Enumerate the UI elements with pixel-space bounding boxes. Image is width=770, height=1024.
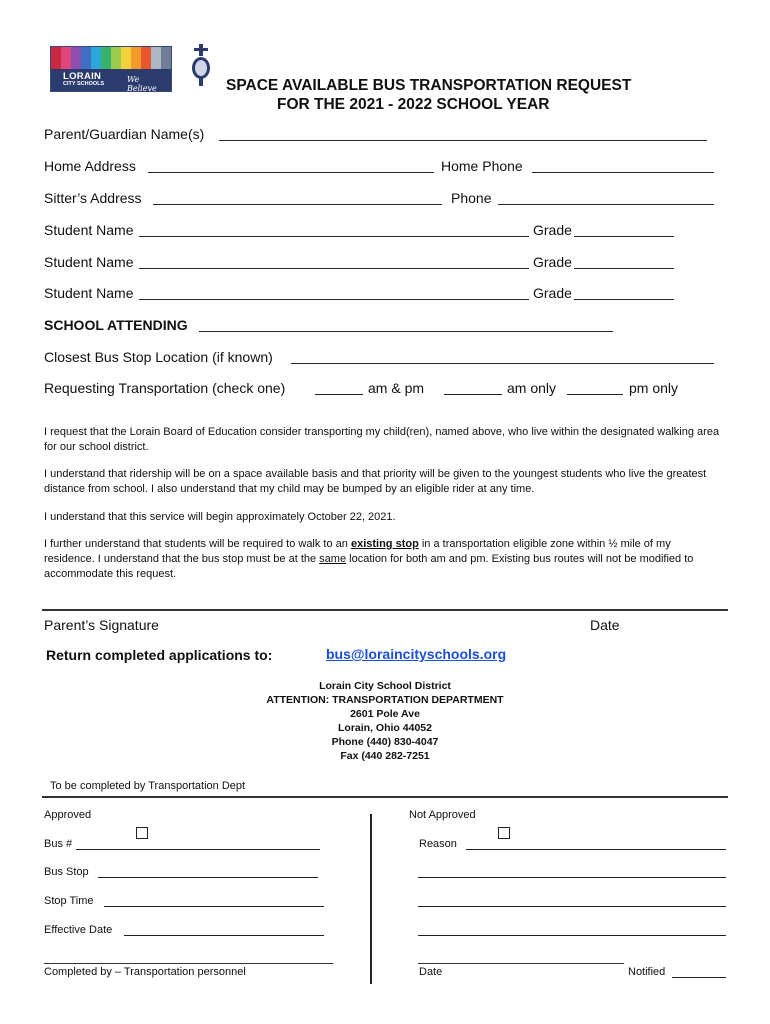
- logo-stripe: [71, 47, 81, 69]
- student-name-field[interactable]: [139, 254, 529, 269]
- effective-date-label: Effective Date: [44, 924, 113, 936]
- office-use-rule: [42, 796, 728, 798]
- parent-name-label: Parent/Guardian Name(s): [44, 126, 205, 142]
- school-attending-field[interactable]: [199, 317, 613, 332]
- district-logo: [50, 46, 172, 92]
- effective-date-field[interactable]: [124, 924, 324, 936]
- grade-field[interactable]: [574, 285, 674, 300]
- reason-field[interactable]: [466, 838, 726, 850]
- grade-label: Grade: [533, 285, 572, 301]
- logo-subtitle: CITY SCHOOLS: [63, 81, 105, 87]
- completed-by-line[interactable]: [44, 963, 333, 964]
- logo-stripe: [91, 47, 101, 69]
- school-attending-label: SCHOOL ATTENDING: [44, 317, 188, 333]
- student-name-field[interactable]: [139, 285, 529, 300]
- bus-number-label: Bus #: [44, 838, 73, 850]
- grade-field[interactable]: [574, 222, 674, 237]
- grade-field[interactable]: [574, 254, 674, 269]
- form-title-line2: FOR THE 2021 - 2022 SCHOOL YEAR: [277, 96, 550, 113]
- parent-signature-label: Parent’s Signature: [44, 617, 159, 633]
- logo-banner: [51, 69, 171, 91]
- address-line: 2601 Pole Ave: [350, 708, 420, 720]
- grade-label: Grade: [533, 254, 572, 270]
- stop-time-field[interactable]: [104, 895, 324, 907]
- logo-color-stripes: [51, 47, 171, 69]
- logo-stripe: [121, 47, 131, 69]
- home-address-label: Home Address: [44, 158, 136, 174]
- sitter-address-field[interactable]: [153, 190, 442, 205]
- home-phone-field[interactable]: [532, 158, 714, 173]
- student-name-field[interactable]: [139, 222, 529, 237]
- pm-only-option-label: pm only: [629, 380, 679, 396]
- address-line: Phone (440) 830-4047: [331, 736, 439, 748]
- logo-stripe: [131, 47, 141, 69]
- paragraph-walk-requirement: [44, 537, 724, 582]
- student-name-label: Student Name: [44, 222, 134, 238]
- existing-stop-emphasis: existing stop: [350, 538, 419, 550]
- logo-stripe: [51, 47, 61, 69]
- district-address-block: [200, 679, 570, 763]
- reason-field-line4[interactable]: [418, 924, 726, 936]
- closest-bus-stop-field[interactable]: [291, 349, 714, 364]
- bus-stop-field[interactable]: [98, 866, 318, 878]
- return-label: Return completed applications to:: [46, 647, 273, 663]
- reason-label: Reason: [419, 838, 457, 850]
- same-emphasis: same: [319, 553, 347, 565]
- completed-by-label: Completed by – Transportation personnel: [44, 966, 246, 978]
- logo-motto: We Believe: [127, 75, 157, 92]
- closest-bus-stop-label: Closest Bus Stop Location (if known): [44, 349, 273, 365]
- office-use-header: To be completed by Transportation Dept: [50, 780, 246, 792]
- student-name-label: Student Name: [44, 254, 134, 270]
- am-pm-check-field[interactable]: [315, 380, 363, 395]
- reason-field-line2[interactable]: [418, 866, 726, 878]
- am-pm-option-label: am & pm: [368, 380, 425, 396]
- logo-stripe: [151, 47, 161, 69]
- paragraph-request: I request that the Lorain Board of Education consider transporting my child(ren), named above, who live within the designated walking area for our school district.: [44, 426, 720, 453]
- requesting-transportation-label: Requesting Transportation (check one): [44, 380, 286, 396]
- reason-field-line3[interactable]: [418, 895, 726, 907]
- logo-stripe: [101, 47, 111, 69]
- logo-stripe: [161, 47, 171, 69]
- logo-stripe: [111, 47, 121, 69]
- signature-line[interactable]: [42, 609, 728, 611]
- address-line: Fax (440 282-7251: [340, 750, 430, 762]
- sitter-phone-field[interactable]: [498, 190, 714, 205]
- sitter-address-label: Sitter’s Address: [44, 190, 142, 206]
- home-address-field[interactable]: [148, 158, 434, 173]
- stop-time-label: Stop Time: [44, 895, 94, 907]
- student-name-label: Student Name: [44, 285, 134, 301]
- form-title-line1: SPACE AVAILABLE BUS TRANSPORTATION REQUEST: [226, 77, 632, 94]
- address-line: Lorain, Ohio 44052: [338, 722, 432, 734]
- signature-date-label: Date: [590, 617, 620, 633]
- not-approved-label: Not Approved: [409, 809, 476, 821]
- logo-stripe: [141, 47, 151, 69]
- paragraph-start-date: I understand that this service will begin approximately October 22, 2021.: [44, 511, 396, 523]
- logo-stripe: [61, 47, 71, 69]
- notified-label: Notified: [628, 966, 666, 978]
- office-date-label: Date: [419, 966, 443, 978]
- logo-stripe: [81, 47, 91, 69]
- paragraph-ridership: I understand that ridership will be on a space available basis and that priority will be given to the youngest students who live the greatest distance from school. I also understand that my child may be bumped by an eligible rider at any time.: [44, 468, 707, 495]
- bus-number-field[interactable]: [76, 838, 320, 850]
- address-line: ATTENTION: TRANSPORTATION DEPARTMENT: [266, 694, 504, 706]
- return-email-link[interactable]: bus@loraincityschools.org: [326, 646, 507, 662]
- walk-text-c: location for both am and pm. Existing bus routes will not be modified to accommodate this request.: [44, 553, 694, 580]
- am-only-check-field[interactable]: [444, 380, 502, 395]
- notified-field[interactable]: [672, 966, 726, 978]
- office-date-line[interactable]: [418, 963, 624, 964]
- walk-text-b: in a transportation eligible zone within ½ mile of my residence. I understand that the bus stop must be at the: [44, 538, 671, 565]
- grade-label: Grade: [533, 222, 572, 238]
- crest-icon: [190, 44, 212, 88]
- home-phone-label: Home Phone: [441, 158, 523, 174]
- pm-only-check-field[interactable]: [567, 380, 623, 395]
- logo-name: LORAIN: [63, 71, 102, 82]
- parent-name-field[interactable]: [219, 126, 707, 141]
- sitter-phone-label: Phone: [451, 190, 492, 206]
- address-line: Lorain City School District: [319, 680, 451, 692]
- am-only-option-label: am only: [507, 380, 557, 396]
- bus-stop-label: Bus Stop: [44, 866, 89, 878]
- walk-text-a: I further understand that students will be required to walk to an: [44, 538, 351, 550]
- approved-label: Approved: [44, 809, 92, 821]
- office-divider: [370, 814, 372, 984]
